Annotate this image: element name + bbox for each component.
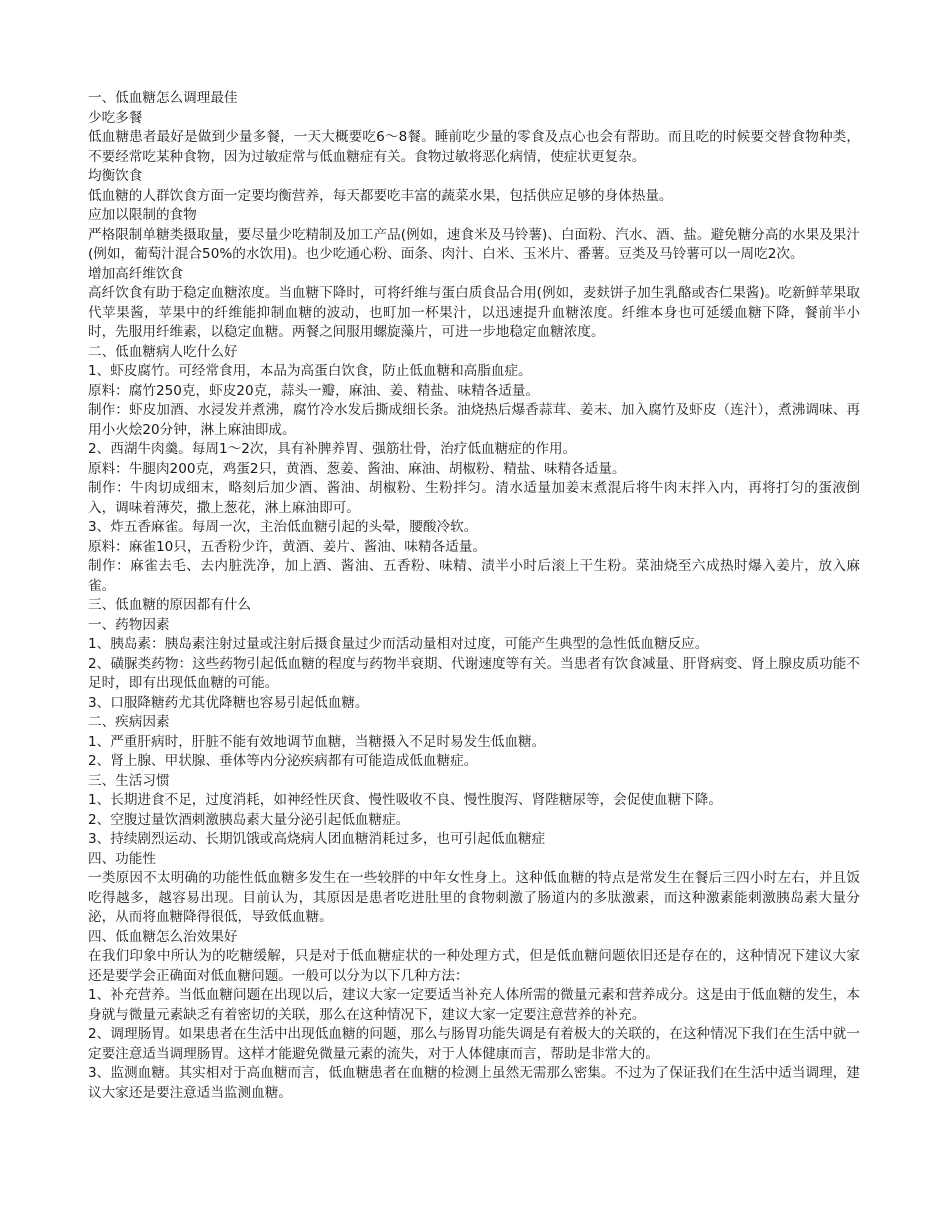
section-heading-4: 四、低血糖怎么治效果好 <box>88 928 238 945</box>
recipe-1-title: 1、虾皮腐竹。可经常食用，本品为高蛋白饮食，防止低血糖和高脂血症。 <box>88 363 532 379</box>
subheading-balanced-diet: 均衡饮食 <box>88 168 143 184</box>
recipe-3-ingredients: 原料：麻雀10只，五香粉少许，黄酒、姜片、酱油、味精各适量。 <box>88 538 486 555</box>
subheading-disease-factors: 二、疾病因素 <box>88 714 170 730</box>
section-heading-3: 三、低血糖的原因都有什么 <box>88 597 252 613</box>
recipe-3-title: 3、炸五香麻雀。每周一次，主治低血糖引起的头晕，腰酸冷软。 <box>88 519 478 535</box>
drug-factor-1: 1、胰岛素：胰岛素注射过量或注射后摄食量过少而活动量相对过度，可能产生典型的急性低血糖反应。 <box>88 636 709 652</box>
recipe-2-ingredients: 原料：牛腿肉200克，鸡蛋2只，黄酒、葱姜、酱油、麻油、胡椒粉、精盐、味精各适量。 <box>88 460 626 477</box>
paragraph-high-fiber: 高纤饮食有助于稳定血糖浓度。当血糖下降时，可将纤维与蛋白质食品合用(例如，麦麸饼子加生乳酪或杏仁果酱)。吃新鲜苹果取代苹果酱，苹果中的纤维能抑制血糖的波动，也町加一杯果汁，以迅速提升血糖浓度。纤维本身也可延缓血糖下降，餐前半小时，先服用纤维素，以稳定血糖。两餐之间服用螺旋藻片，可进一步地稳定血糖浓度。 <box>88 285 860 340</box>
recipe-1-method: 制作：虾皮加酒、水浸发并煮沸，腐竹冷水发后撕成细长条。油烧热后爆香蒜茸、姜末、加入腐竹及虾皮（连汁），煮沸调味、再用小火烩20分钟，淋上麻油即成。 <box>88 402 860 438</box>
subheading-lifestyle: 三、生活习惯 <box>88 772 170 789</box>
subheading-functional: 四、功能性 <box>88 850 156 867</box>
recipe-2-title: 2、西湖牛肉羹。每周1～2次，具有补脾养胃、强筋壮骨，治疗低血糖症的作用。 <box>88 441 577 457</box>
paragraph-treatment-intro: 在我们印象中所认为的吃糖缓解，只是对于低血糖症状的一种处理方式，但是低血糖问题依旧还是存在的，这种情况下建议大家还是要学会正确面对低血糖问题。一般可以分为以下几种方法： <box>88 948 860 984</box>
subheading-small-frequent-meals: 少吃多餐 <box>88 109 143 126</box>
drug-factor-2: 2、磺脲类药物：这些药物引起低血糖的程度与药物半衰期、代谢速度等有关。当患者有饮食减量、肝肾病变、肾上腺皮质功能不足时，即有出现低血糖的可能。 <box>88 655 860 691</box>
recipe-1-ingredients: 原料：腐竹250克，虾皮20克，蒜头一瓣，麻油、姜、精盐、味精各适量。 <box>88 382 540 399</box>
subheading-high-fiber: 增加高纤维饮食 <box>88 265 184 282</box>
recipe-2-method: 制作：牛肉切成细末，略刻后加少酒、酱油、胡椒粉、生粉拌匀。清水适量加姜末煮混后将牛肉末拌入内，再将打匀的蛋液倒入，调味着薄芡，撒上葱花，淋上麻油即可。 <box>88 480 860 516</box>
lifestyle-factor-3: 3、持续剧烈运动、长期饥饿或高烧病人团血糖消耗过多，也可引起低血糖症 <box>88 831 546 847</box>
treatment-2: 2、调理肠胃。如果患者在生活中出现低血糖的问题，那么与肠胃功能失调是有着极大的关联的，在这种情况下我们在生活中就一定要注意适当调理肠胃。这样才能避免微量元素的流失，对于人体健康而言，帮助是非常大的。 <box>88 1026 860 1062</box>
recipe-3-method: 制作：麻雀去毛、去内脏洗净，加上酒、酱油、五香粉、味精、渍半小时后滚上干生粉。菜油烧至六成热时爆入姜片，放入麻雀。 <box>88 558 860 594</box>
section-heading-1: 一、低血糖怎么调理最佳 <box>88 90 238 106</box>
subheading-drug-factors: 一、药物因素 <box>88 616 170 633</box>
disease-factor-2: 2、肾上腺、甲状腺、垂体等内分泌疾病都有可能造成低血糖症。 <box>88 753 478 769</box>
subheading-restricted-foods: 应加以限制的食物 <box>88 207 197 223</box>
paragraph-balanced-diet: 低血糖的人群饮食方面一定要均衡营养，每天都要吃丰富的蔬菜水果，包括供应足够的身体热量。 <box>88 187 673 204</box>
treatment-1: 1、补充营养。当低血糖问题在出现以后，建议大家一定要适当补充人体所需的微量元素和营养成分。这是由于低血糖的发生，本身就与微量元素缺乏有着密切的关联，那么在这种情况下，建议大家一定要注意营养的补充。 <box>88 987 860 1023</box>
treatment-3: 3、监测血糖。其实相对于高血糖而言，低血糖患者在血糖的检测上虽然无需那么密集。不过为了保证我们在生活中适当调理，建议大家还是要注意适当监测血糖。 <box>88 1065 860 1101</box>
section-heading-2: 二、低血糖病人吃什么好 <box>88 343 238 360</box>
paragraph-small-frequent-meals: 低血糖患者最好是做到少量多餐，一天大概要吃6～8餐。睡前吃少量的零食及点心也会有帮助。而且吃的时候要交替食物种类，不要经常吃某种食物，因为过敏症常与低血糖症有关。食物过敏将恶化病情，使症状更复杂。 <box>88 129 860 165</box>
disease-factor-1: 1、严重肝病时，肝脏不能有效地调节血糖，当糖摄入不足时易发生低血糖。 <box>88 733 546 750</box>
lifestyle-factor-1: 1、长期进食不足，过度消耗，如神经性厌食、慢性吸收不良、慢性腹泻、肾陛糖尿等，会促使血糖下降。 <box>88 792 722 808</box>
lifestyle-factor-2: 2、空腹过量饮酒刺激胰岛素大量分泌引起低血糖症。 <box>88 811 410 828</box>
paragraph-restricted-foods: 严格限制单糖类摄取量，要尽量少吃精制及加工产品(例如，速食米及马铃薯)、白面粉、汽水、酒、盐。避免糖分高的水果及果汁(例如，葡萄汁混合50%的水饮用)。也少吃通心粉、面条、肉汁、白米、玉米片、番薯。豆类及马铃薯可以一周吃2次。 <box>88 226 860 262</box>
document-body <box>88 89 860 1103</box>
drug-factor-3: 3、口服降糖药尤其优降糖也容易引起低血糖。 <box>88 694 369 711</box>
paragraph-functional: 一类原因不太明确的功能性低血糖多发生在一些较胖的中年女性身上。这种低血糖的特点是常发生在餐后三四小时左右，并且饭吃得越多，越容易出现。目前认为，其原因是患者吃进肚里的食物刺激了肠道内的多肽激素，而这种激素能刺激胰岛素大量分泌，从而将血糖降得很低，导致低血糖。 <box>88 870 860 925</box>
